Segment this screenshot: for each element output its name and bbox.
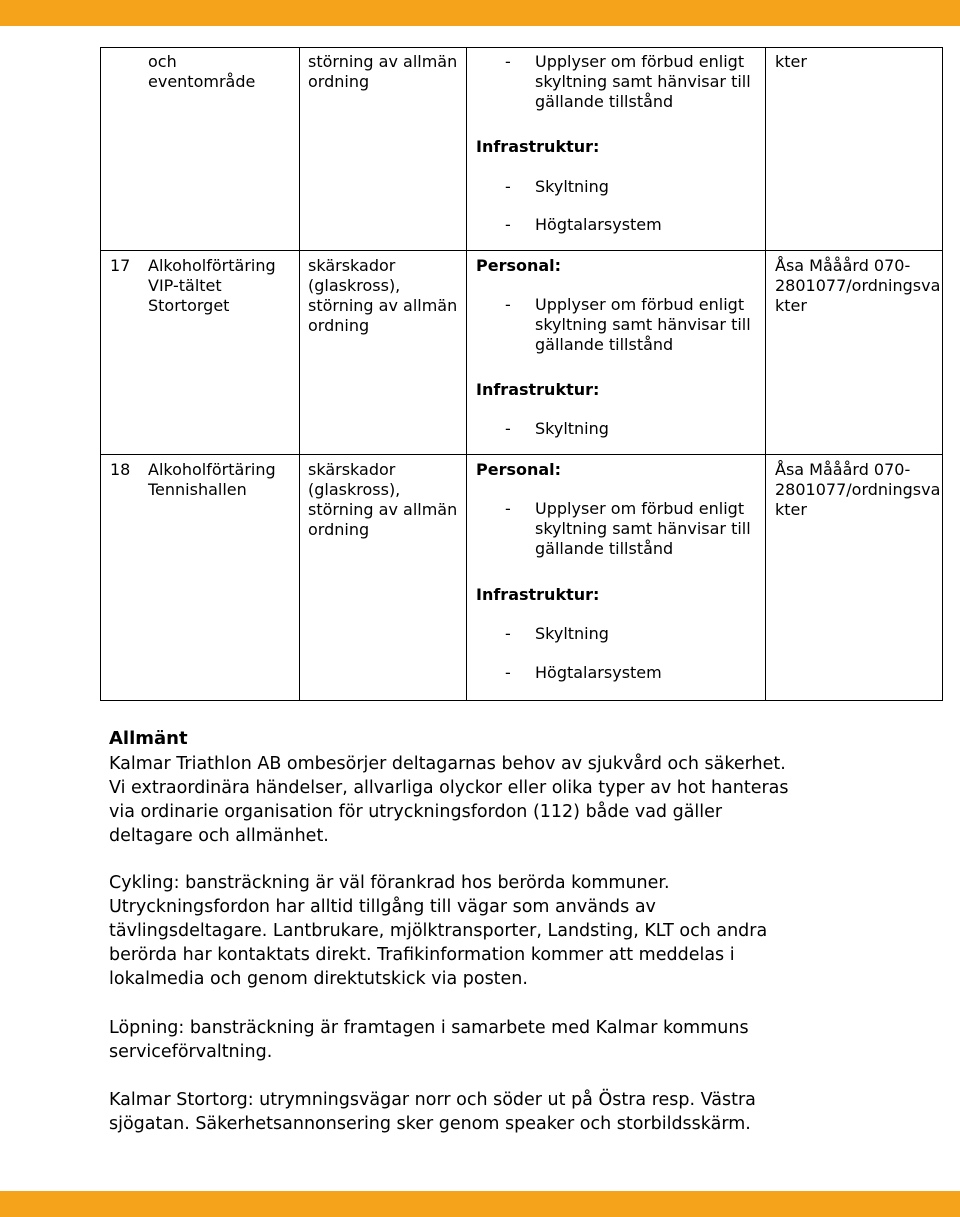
cycling-paragraph: Cykling: bansträckning är väl förankrad hos berörda kommuner. Utryckningsfordon har alltid tillgång till vägar som används av tävlingsdeltagare. Lantbrukare, mjölktransporter, Landsting, KLT och andra berörda har kontaktats direkt. Trafikinformation kommer att meddelas i lokalmedia och genom direktutskick via posten. <box>109 873 768 989</box>
row-cont-infra-header: Infrastruktur: <box>476 137 600 156</box>
row-18-personal-header: Personal: <box>476 460 562 479</box>
running-paragraph: Löpning: bansträckning är framtagen i samarbete med Kalmar kommuns serviceförvaltning. <box>109 1018 749 1062</box>
bullet-dash: - <box>505 215 511 234</box>
row-17-personal-item: - Upplyser om förbud enligt skyltning samt hänvisar till gällande tillstånd <box>505 295 751 354</box>
stortorg-paragraph: Kalmar Stortorg: utrymningsvägar norr och söder ut på Östra resp. Västra sjögatan. Säkerhetsannonsering sker genom speaker och storbildsskärm. <box>109 1090 756 1134</box>
bullet-dash: - <box>505 499 511 518</box>
footer-accent-bar <box>0 1191 960 1217</box>
row-cont-contact: kter <box>775 52 807 71</box>
bullet-dash: - <box>505 624 511 643</box>
row-18-contact: Åsa Mååård 070- 2801077/ordningsva kter <box>775 460 941 519</box>
row-17-personal-header: Personal: <box>476 256 562 275</box>
table-divider-1 <box>299 47 300 701</box>
table-border-left <box>100 47 101 701</box>
row-18-infra-header: Infrastruktur: <box>476 585 600 604</box>
row-cont-risk: störning av allmän ordning <box>308 52 458 91</box>
bullet-dash: - <box>505 419 511 438</box>
table-border-right <box>942 47 943 701</box>
bullet-dash: - <box>505 663 511 682</box>
row-18-number: 18 <box>110 460 131 479</box>
row-divider-17 <box>100 250 943 251</box>
row-17-number: 17 <box>110 256 131 275</box>
row-17-area: Alkoholförtäring VIP-tältet Stortorget <box>148 256 276 315</box>
row-17-risk: skärskador (glaskross), störning av allmän ordning <box>308 256 458 335</box>
row-cont-area: och eventområde <box>148 52 256 91</box>
table-divider-3 <box>765 47 766 701</box>
bullet-dash: - <box>505 295 511 314</box>
row-18-risk: skärskador (glaskross), störning av allmän ordning <box>308 460 458 539</box>
table-border-top <box>100 47 943 48</box>
row-divider-18 <box>100 454 943 455</box>
general-section <box>109 728 869 750</box>
bullet-dash: - <box>505 52 511 71</box>
bullet-dash: - <box>505 177 511 196</box>
table-border-bottom <box>100 700 943 701</box>
row-18-area: Alkoholförtäring Tennishallen <box>148 460 276 499</box>
row-17-contact: Åsa Mååård 070- 2801077/ordningsva kter <box>775 256 941 315</box>
table-divider-2 <box>466 47 467 701</box>
general-paragraph-1: Kalmar Triathlon AB ombesörjer deltagarnas behov av sjukvård och säkerhet. Vi extraordinära händelser, allvarliga olyckor eller olika typer av hot hanteras via ordinarie organisation för utryckningsfordon (112) både vad gäller deltagare och allmänhet. <box>109 754 789 846</box>
row-cont-personal-item: - Upplyser om förbud enligt skyltning samt hänvisar till gällande tillstånd <box>505 52 751 111</box>
section-heading: Allmänt <box>109 728 188 749</box>
row-18-personal-item: - Upplyser om förbud enligt skyltning samt hänvisar till gällande tillstånd <box>505 499 751 558</box>
header-accent-bar <box>0 0 960 26</box>
row-17-infra-header: Infrastruktur: <box>476 380 600 399</box>
